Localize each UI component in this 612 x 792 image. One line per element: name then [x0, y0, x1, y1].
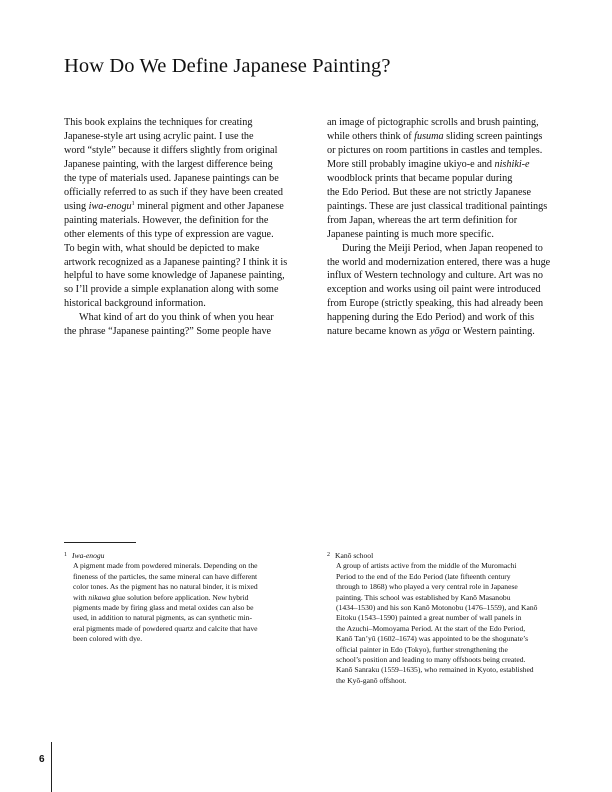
- term-iwa-enogu: iwa-enogu: [88, 200, 132, 212]
- footnote-term: Kanō school: [335, 551, 374, 560]
- footnote-divider: [64, 542, 136, 543]
- text-line: the type of materials used. Japanese paintings can be: [64, 172, 279, 184]
- term-fusuma: fusuma: [414, 130, 444, 142]
- text-line: eral pigments made of powdered quartz and calcite that have: [73, 623, 258, 633]
- text-line: exception and works using oil paint were introduced: [327, 284, 541, 296]
- text-line: been colored with dye.: [73, 634, 143, 644]
- footnote-body: [327, 561, 597, 686]
- text-line: the world and modernization entered, there was a huge: [327, 256, 551, 268]
- footnote-heading: [327, 550, 597, 561]
- footnote-heading: [64, 550, 334, 561]
- text-line: Japanese painting, with the largest difference being: [64, 158, 273, 170]
- text-line: through to 1868) who played a very central role in Japanese: [336, 582, 518, 592]
- text-segment: nature became known as: [327, 326, 430, 338]
- text-segment: while others think of: [327, 130, 415, 142]
- text-line: Kanō Tan’yū (1602–1674) was appointed to be the shogunate’s: [336, 634, 529, 644]
- page-number: 6: [39, 754, 45, 765]
- text-line: school’s position and leading to many offshoots being created.: [336, 655, 526, 665]
- text-line: This book explains the techniques for creating: [64, 117, 253, 128]
- text-line: happening during the Edo Period) and work of this: [327, 312, 535, 324]
- text-line: other elements of this type of expression are vague.: [64, 228, 274, 240]
- footnote-number: 1: [64, 552, 67, 558]
- text-line: influx of Western technology and culture. Art was no: [327, 270, 543, 282]
- text-line: During the Meiji Period, when Japan reopened to: [342, 242, 543, 254]
- text-line: What kind of art do you think of when you hear: [79, 312, 274, 324]
- text-line: from Europe (strictly speaking, this had already been: [327, 298, 544, 310]
- text-line: so I’ll provide a simple explanation along with some: [64, 284, 279, 296]
- footnote-body: [64, 561, 334, 644]
- text-line: Kanō Sanraku (1559–1635), who remained in Kyoto, established: [336, 665, 534, 675]
- text-line: paintings. These are just classical traditional paintings: [327, 200, 548, 212]
- footnote-2: [327, 550, 597, 686]
- text-line: Japanese painting is much more specific.: [327, 228, 494, 240]
- text-line: painting. This school was established by Kanō Masanobu: [336, 592, 511, 602]
- text-line: painting materials. However, the definition for the: [64, 214, 269, 226]
- text-line: [327, 325, 589, 339]
- text-line: used, in addition to natural pigments, as can synthetic min-: [73, 613, 253, 623]
- text-line: historical background information.: [64, 298, 206, 310]
- text-line: A group of artists active from the middle of the Muromachi: [336, 561, 517, 571]
- text-segment: More still probably imagine ukiyo-e and: [327, 158, 495, 170]
- text-line: A pigment made from powdered minerals. Depending on the: [73, 561, 258, 571]
- footnote-ref-1: 1: [131, 200, 135, 207]
- text-line: official painter in Edo (Tokyo), further strengthening the: [336, 644, 508, 654]
- page-title: How Do We Define Japanese Painting?: [64, 55, 391, 77]
- text-line: fineness of the particles, the same mineral can have different: [73, 571, 258, 581]
- text-segment: using: [64, 200, 89, 212]
- text-line: To begin with, what should be depicted to make: [64, 242, 260, 254]
- footnote-number: 2: [327, 552, 330, 558]
- text-line: an image of pictographic scrolls and brush painting,: [327, 117, 539, 128]
- text-line: Japanese-style art using acrylic paint. I use the: [64, 130, 254, 142]
- text-line: [73, 593, 334, 603]
- paragraph: [327, 242, 589, 340]
- footnote-1: [64, 550, 334, 645]
- text-line: pigments made by firing glass and metal oxides can also be: [73, 603, 254, 613]
- term-nishiki-e: nishiki-e: [494, 158, 530, 170]
- text-segment: or Western painting.: [449, 326, 535, 338]
- paragraph: [64, 116, 314, 311]
- text-line: [327, 158, 589, 172]
- text-line: the Azuchi–Momoyama Period. At the start of the Edo Period,: [336, 623, 526, 633]
- text-line: color tones. As the pigment has no natural binder, it is mixed: [73, 582, 258, 592]
- text-line: word “style” because it differs slightly from original: [64, 144, 278, 156]
- text-line: helpful to have some knowledge of Japanese painting,: [64, 270, 285, 282]
- text-segment: with: [73, 592, 89, 602]
- text-line: or pictures on room partitions in castles and temples.: [327, 144, 543, 156]
- text-line: woodblock prints that became popular during: [327, 172, 513, 184]
- paragraph: [327, 116, 589, 242]
- term-nikawa: nikawa: [88, 592, 111, 602]
- text-line: (1434–1530) and his son Kanō Motonobu (1476–1559), and Kanō: [336, 603, 538, 613]
- text-line: Eitoku (1543–1590) painted a great number of wall panels in: [336, 613, 522, 623]
- term-yoga: yōga: [429, 326, 450, 338]
- text-segment: glue solution before application. New hybrid: [110, 592, 249, 602]
- text-segment: mineral pigment and other Japanese: [134, 200, 284, 212]
- paragraph: [64, 311, 314, 339]
- text-segment: sliding screen paintings: [443, 130, 543, 142]
- text-line: from Japan, whereas the art term definition for: [327, 214, 518, 226]
- footnote-term: Iwa-enogu: [72, 551, 105, 560]
- text-line: [64, 200, 314, 214]
- text-line: officially referred to as such if they have been created: [64, 186, 284, 198]
- text-line: the Kyō-ganō offshoot.: [336, 675, 407, 685]
- right-column: [327, 116, 589, 339]
- page-number-rule: [51, 742, 52, 792]
- text-line: [327, 130, 589, 144]
- text-line: the phrase “Japanese painting?” Some people have: [64, 326, 272, 338]
- text-line: artwork recognized as a Japanese painting? I think it is: [64, 256, 288, 268]
- text-line: the Edo Period. But these are not strictly Japanese: [327, 186, 531, 198]
- left-column: [64, 116, 314, 339]
- text-line: Period to the end of the Edo Period (late fifteenth century: [336, 571, 511, 581]
